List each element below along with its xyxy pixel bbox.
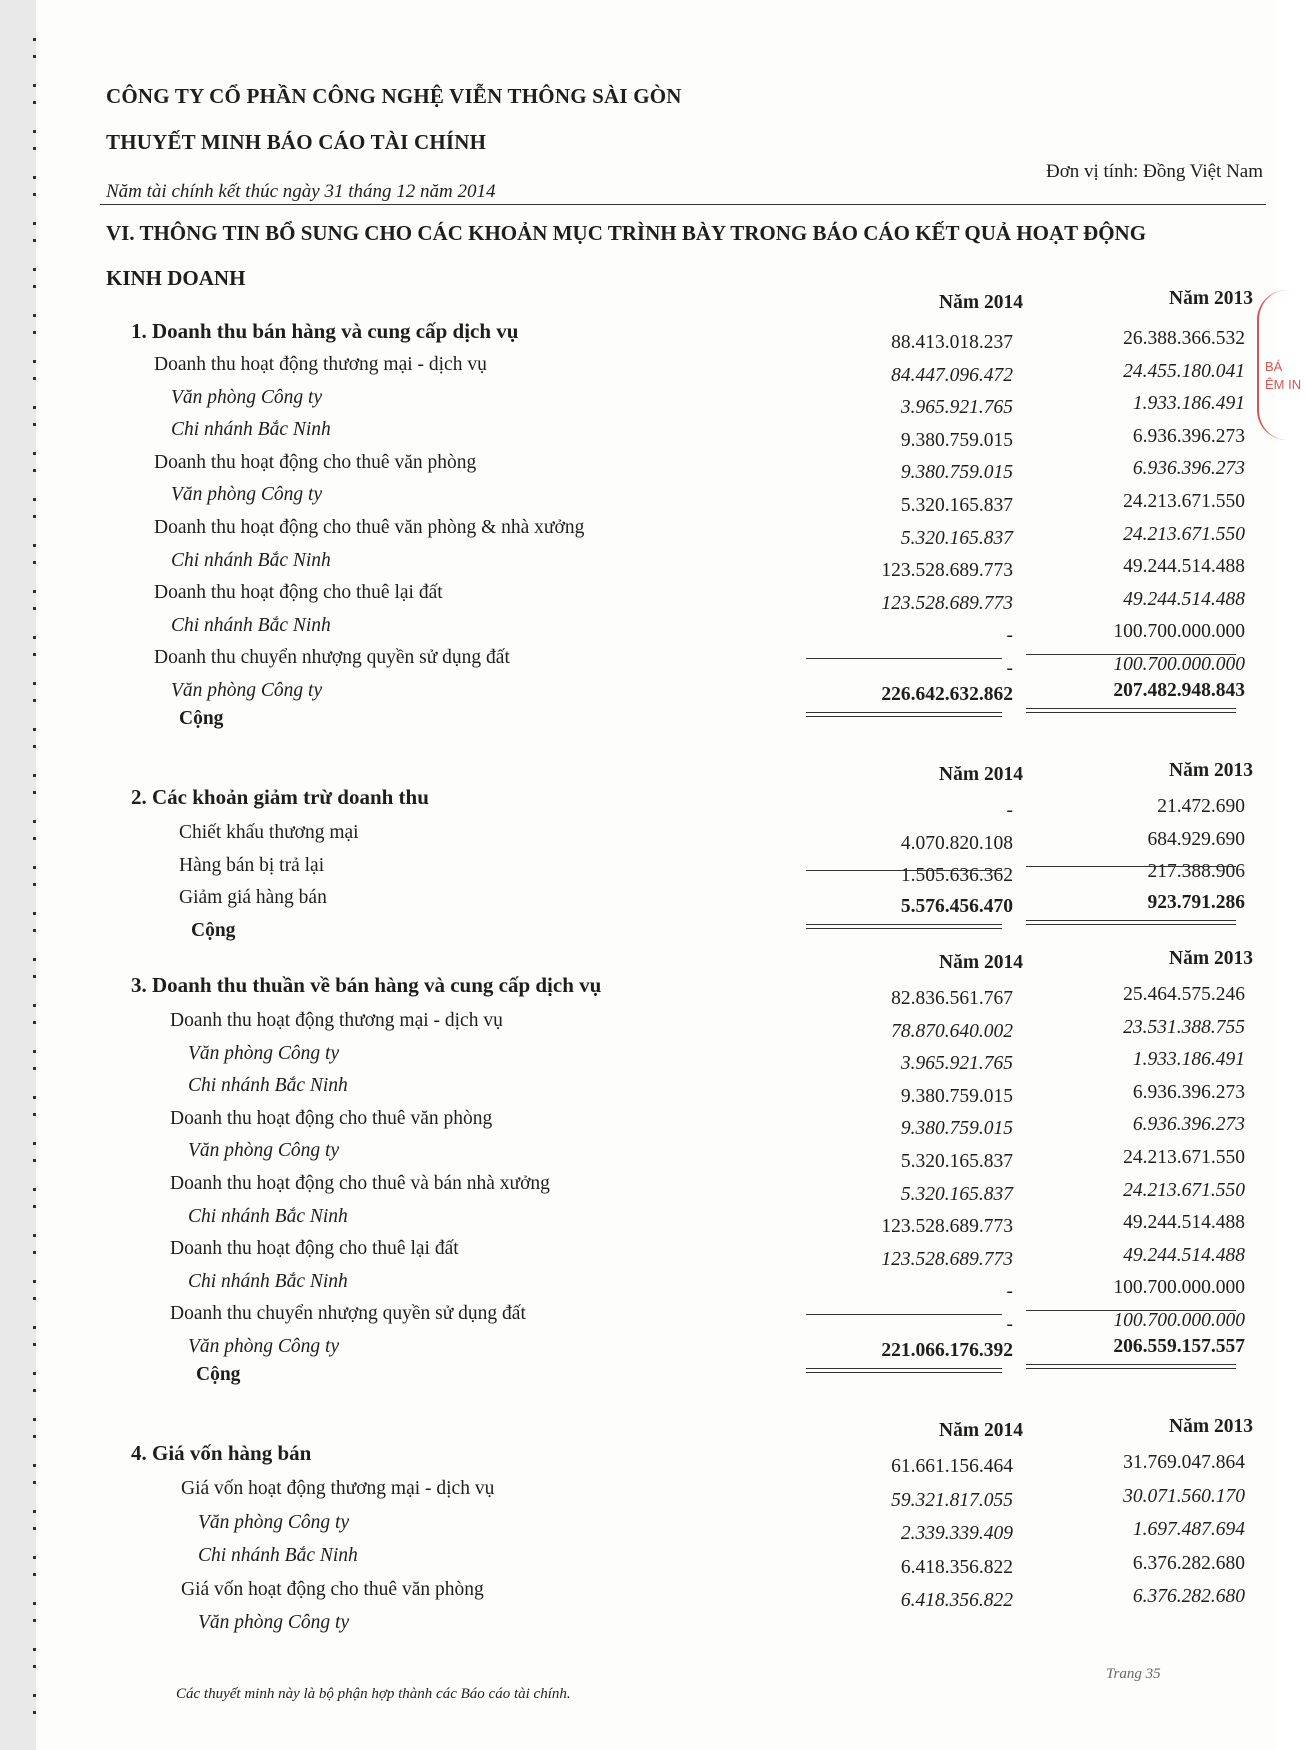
- column-header-2014: Năm 2014: [939, 1420, 1023, 1441]
- value-2013: 24.213.671.550: [1123, 1147, 1245, 1168]
- note-section-title: 4. Giá vốn hàng bán: [131, 1441, 312, 1465]
- value-2013: 6.936.396.273: [1132, 425, 1245, 447]
- subtotal-rule-2014: [806, 658, 1002, 659]
- value-2014: -: [1006, 800, 1013, 821]
- table-row-sublabel: Văn phòng Công ty: [188, 1336, 340, 1357]
- value-2014: 78.870.640.002: [891, 1020, 1013, 1042]
- value-2013: 24.213.671.550: [1123, 491, 1245, 512]
- value-2014: 5.320.165.837: [900, 1183, 1013, 1205]
- value-2013: 1.697.487.694: [1132, 1519, 1245, 1541]
- total-double-rule-2014: [806, 1368, 1002, 1373]
- table-row-label: Doanh thu chuyển nhượng quyền sử dụng đất: [154, 647, 510, 669]
- value-2014: 61.661.156.464: [891, 1456, 1013, 1477]
- fiscal-period: Năm tài chính kết thúc ngày 31 tháng 12 năm 2014: [106, 181, 496, 202]
- total-double-rule-2014: [806, 712, 1002, 717]
- company-name: CÔNG TY CỔ PHẦN CÔNG NGHỆ VIỄN THÔNG SÀI GÒN: [106, 84, 682, 108]
- value-2013: 25.464.575.246: [1123, 984, 1245, 1005]
- value-2014: 59.321.817.055: [891, 1489, 1013, 1511]
- value-2014: 9.380.759.015: [900, 1118, 1013, 1140]
- value-2014: 4.070.820.108: [900, 832, 1013, 854]
- subtotal-rule-2013: [1026, 654, 1236, 655]
- column-header-2013: Năm 2013: [1169, 288, 1253, 309]
- value-2013: 6.936.396.273: [1132, 1114, 1245, 1136]
- header-rule: [100, 204, 1266, 205]
- column-header-2013: Năm 2013: [1169, 948, 1253, 969]
- value-2013: 49.244.514.488: [1123, 1212, 1245, 1234]
- value-2013: 24.455.180.041: [1123, 360, 1245, 382]
- table-row-label: Doanh thu hoạt động cho thuê lại đất: [170, 1238, 459, 1260]
- table-row-sublabel: Chi nhánh Bắc Ninh: [171, 549, 331, 571]
- stamp-text: BÁ ÊM IN: [1265, 359, 1302, 392]
- spiral-binding: [0, 0, 36, 1750]
- total-double-rule-2013: [1026, 708, 1236, 713]
- value-2014: 6.418.356.822: [900, 1556, 1013, 1578]
- table-row-sublabel: Chi nhánh Bắc Ninh: [171, 614, 331, 636]
- total-label: Cộng: [191, 920, 236, 941]
- value-2013: 1.933.186.491: [1132, 393, 1245, 415]
- table-row-label: Chiết khấu thương mại: [179, 822, 359, 843]
- red-stamp: [1257, 290, 1305, 440]
- table-row-label: Giảm giá hàng bán: [179, 887, 327, 909]
- subtotal-rule-2013: [1026, 1310, 1236, 1311]
- table-row-label: Doanh thu hoạt động cho thuê lại đất: [154, 582, 443, 604]
- value-2013: 31.769.047.864: [1123, 1452, 1245, 1473]
- value-2013: 49.244.514.488: [1123, 1244, 1245, 1266]
- table-row-label: Doanh thu hoạt động thương mại - dịch vụ: [154, 354, 487, 375]
- table-row-sublabel: Chi nhánh Bắc Ninh: [171, 419, 331, 441]
- value-2013: 23.531.388.755: [1123, 1016, 1245, 1038]
- total-label: Cộng: [196, 1364, 241, 1385]
- total-double-rule-2013: [1026, 1364, 1236, 1369]
- table-row-sublabel: Văn phòng Công ty: [171, 386, 323, 408]
- total-double-rule-2014: [806, 924, 1002, 929]
- subtotal-rule-2014: [806, 1314, 1002, 1315]
- section-title-line2: KINH DOANH: [106, 266, 246, 290]
- value-2013: 6.936.396.273: [1132, 1081, 1245, 1103]
- value-2014: 1.505.636.362: [900, 865, 1013, 887]
- value-2014: 123.528.689.773: [881, 592, 1013, 614]
- section-title-line1: VI. THÔNG TIN BỔ SUNG CHO CÁC KHOẢN MỤC TRÌNH BÀY TRONG BÁO CÁO KẾT QUẢ HOẠT ĐỘNG: [106, 221, 1147, 245]
- note-section-title: 2. Các khoản giảm trừ doanh thu: [131, 785, 429, 809]
- total-2014: 5.576.456.470: [900, 896, 1013, 917]
- value-2014: 5.320.165.837: [900, 527, 1013, 549]
- value-2013: 1.933.186.491: [1132, 1049, 1245, 1071]
- page-number: Trang 35: [1106, 1666, 1161, 1682]
- value-2014: -: [1006, 1314, 1013, 1335]
- value-2013: 6.376.282.680: [1132, 1552, 1245, 1574]
- column-header-2013: Năm 2013: [1169, 1416, 1253, 1437]
- total-double-rule-2013: [1026, 920, 1236, 925]
- table-row-label: Hàng bán bị trả lại: [179, 854, 325, 876]
- table-row-sublabel: Văn phòng Công ty: [171, 484, 323, 506]
- value-2014: 123.528.689.773: [881, 1216, 1013, 1238]
- currency-unit: Đơn vị tính: Đồng Việt Nam: [1045, 161, 1263, 182]
- value-2014: 9.380.759.015: [900, 1085, 1013, 1107]
- column-header-2014: Năm 2014: [939, 952, 1023, 973]
- value-2013: 49.244.514.488: [1123, 556, 1245, 578]
- column-header-2014: Năm 2014: [939, 764, 1023, 785]
- value-2014: 9.380.759.015: [900, 429, 1013, 451]
- table-row-label: Doanh thu hoạt động cho thuê văn phòng: [154, 451, 477, 473]
- subtotal-rule-2014: [806, 870, 1002, 871]
- document-page: [36, 0, 1302, 1750]
- total-2013: 207.482.948.843: [1113, 680, 1245, 701]
- table-row-label: Doanh thu hoạt động cho thuê văn phòng & nhà xưởng: [154, 517, 585, 538]
- value-2014: 2.339.339.409: [900, 1523, 1013, 1545]
- value-2014: 88.413.018.237: [891, 332, 1013, 353]
- value-2014: 3.965.921.765: [900, 397, 1013, 419]
- value-2013: 21.472.690: [1157, 796, 1245, 817]
- value-2014: 9.380.759.015: [900, 462, 1013, 484]
- value-2014: -: [1006, 658, 1013, 679]
- table-row-sublabel: Chi nhánh Bắc Ninh: [188, 1205, 348, 1227]
- value-2014: 5.320.165.837: [900, 1151, 1013, 1172]
- table-row-sublabel: Văn phòng Công ty: [198, 1511, 350, 1533]
- value-2013: 217.388.906: [1147, 861, 1245, 883]
- total-2014: 221.066.176.392: [881, 1340, 1013, 1361]
- value-2013: 24.213.671.550: [1123, 1179, 1245, 1201]
- column-header-2014: Năm 2014: [939, 292, 1023, 313]
- value-2013: 100.700.000.000: [1113, 1277, 1245, 1299]
- note-section-title: 3. Doanh thu thuần về bán hàng và cung cấp dịch vụ: [131, 973, 602, 997]
- value-2013: 6.936.396.273: [1132, 458, 1245, 480]
- value-2014: -: [1006, 1281, 1013, 1303]
- report-title: THUYẾT MINH BÁO CÁO TÀI CHÍNH: [106, 130, 487, 154]
- value-2013: 100.700.000.000: [1113, 654, 1245, 675]
- table-row-sublabel: Văn phòng Công ty: [171, 680, 323, 701]
- table-row-label: Doanh thu chuyển nhượng quyền sử dụng đất: [170, 1303, 526, 1325]
- table-row-label: Giá vốn hoạt động cho thuê văn phòng: [181, 1578, 484, 1600]
- table-row-sublabel: Chi nhánh Bắc Ninh: [188, 1270, 348, 1292]
- value-2013: 684.929.690: [1147, 828, 1245, 850]
- value-2013: 30.071.560.170: [1123, 1485, 1245, 1507]
- table-row-label: Giá vốn hoạt động thương mại - dịch vụ: [181, 1478, 495, 1499]
- table-row-label: Doanh thu hoạt động thương mại - dịch vụ: [170, 1010, 503, 1031]
- table-row-sublabel: Văn phòng Công ty: [188, 1140, 340, 1162]
- table-row-sublabel: Văn phòng Công ty: [188, 1042, 340, 1064]
- value-2014: 123.528.689.773: [881, 560, 1013, 582]
- table-row-sublabel: Chi nhánh Bắc Ninh: [198, 1545, 358, 1567]
- total-2013: 923.791.286: [1147, 892, 1245, 913]
- value-2013: 49.244.514.488: [1123, 588, 1245, 610]
- total-2013: 206.559.157.557: [1113, 1336, 1245, 1357]
- table-row-label: Doanh thu hoạt động cho thuê và bán nhà xưởng: [170, 1173, 550, 1194]
- value-2013: 6.376.282.680: [1132, 1586, 1245, 1608]
- value-2014: 3.965.921.765: [900, 1053, 1013, 1075]
- total-label: Cộng: [179, 708, 224, 729]
- table-row-sublabel: Chi nhánh Bắc Ninh: [188, 1075, 348, 1097]
- value-2013: 100.700.000.000: [1113, 1310, 1245, 1331]
- value-2013: 26.388.366.532: [1123, 328, 1245, 349]
- value-2013: 100.700.000.000: [1113, 621, 1245, 643]
- subtotal-rule-2013: [1026, 866, 1236, 867]
- value-2014: -: [1006, 625, 1013, 647]
- total-2014: 226.642.632.862: [881, 684, 1013, 705]
- note-section-title: 1. Doanh thu bán hàng và cung cấp dịch vụ: [131, 319, 519, 343]
- value-2014: 5.320.165.837: [900, 495, 1013, 516]
- value-2014: 123.528.689.773: [881, 1248, 1013, 1270]
- table-row-label: Doanh thu hoạt động cho thuê văn phòng: [170, 1107, 493, 1129]
- column-header-2013: Năm 2013: [1169, 760, 1253, 781]
- table-row-sublabel: Văn phòng Công ty: [198, 1612, 350, 1634]
- value-2014: 82.836.561.767: [891, 988, 1013, 1009]
- footer-note: Các thuyết minh này là bộ phận hợp thành các Báo cáo tài chính.: [176, 1686, 571, 1702]
- value-2013: 24.213.671.550: [1123, 523, 1245, 545]
- value-2014: 84.447.096.472: [891, 364, 1013, 386]
- value-2014: 6.418.356.822: [900, 1590, 1013, 1612]
